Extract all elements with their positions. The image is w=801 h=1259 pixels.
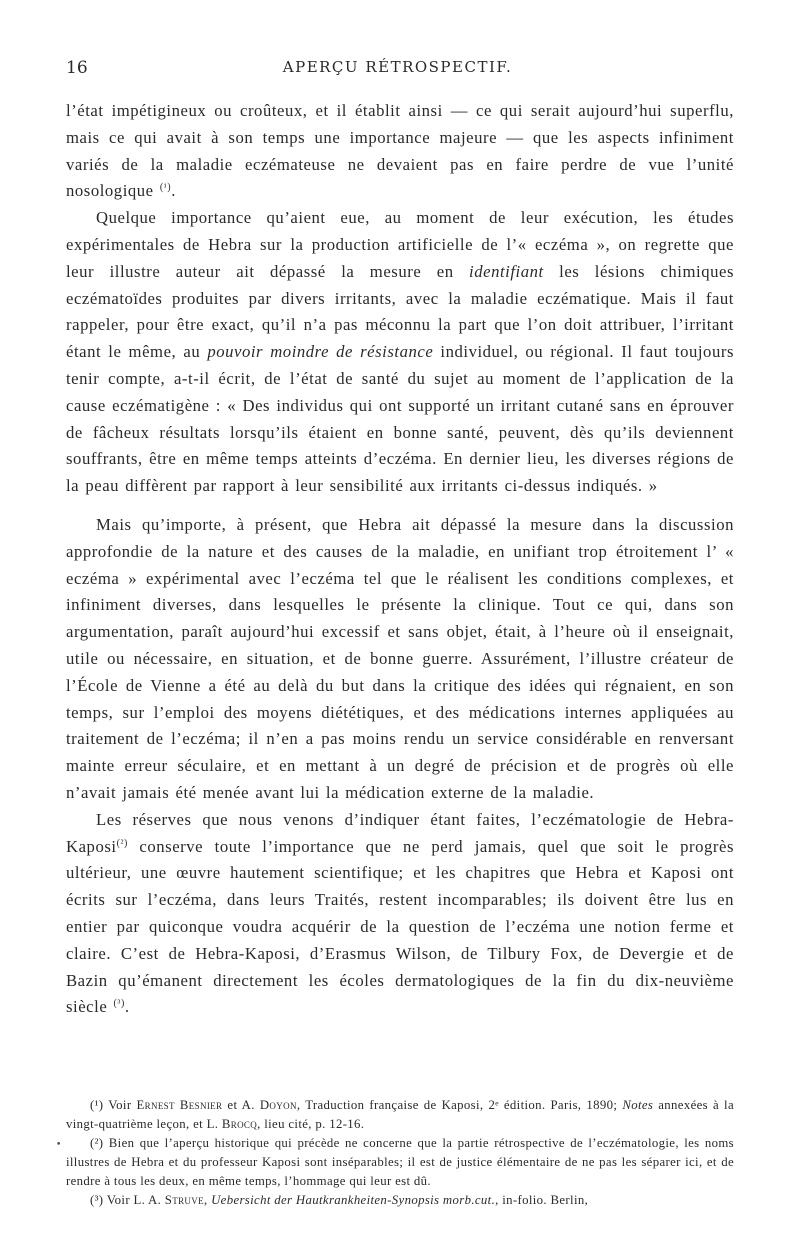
page-header — [66, 58, 729, 82]
footnote-3: (³) Voir L. A. Struve, Uebersicht der Hautkrankheiten-Synopsis morb.cut., in-folio. Berlin, — [90, 1193, 589, 1207]
page-number: 16 — [66, 58, 88, 78]
body-text — [66, 98, 734, 1021]
footnote-ref-2[interactable]: (²) — [116, 837, 128, 849]
footnotes — [66, 1096, 734, 1210]
running-title: APERÇU RÉTROSPECTIF. — [282, 58, 513, 76]
paragraph-4: Les réserves que nous venons d’indiquer étant faites, l’eczématologie de Hebra-Kaposi$^{(^2)}$ conserve toute l’importance que ne perd jamais, quel que soit le progrès ultérieur, une œuvre hautement scientifique; et les chapitres que Hebra et Kaposi ont écrits sur l’eczéma, dans leurs Traités, restent incomparables; ils doivent être lus en entier par quiconque voudra acquérir de la question de l’eczéma une notion ferme et claire. C’est de Hebra-Kaposi, d’Erasmus Wilson, de Tilbury Fox, de Devergie et de Bazin qu’émanent directement les écoles dermatologiques de la fin du dix-neuvième siècle $^{(^3)}$. — [66, 809, 734, 1017]
paragraph-1: l’état impétigineux ou croûteux, et il établit ainsi — ce qui serait aujourd’hui superflu, mais ce qui avait à son temps une importance majeure — que les aspects infiniment variés de la maladie eczémateuse ne devaient pas en faire perdre de vue l’unité nosologique $^{(^1)}$. — [66, 101, 734, 201]
margin-mark: • — [56, 1140, 62, 1150]
paragraph-3: Mais qu’importe, à présent, que Hebra ait dépassé la mesure dans la discussion approfondie de la nature et des causes de la maladie, en unifiant trop étroitement l’ « eczéma » expérimental avec l’eczéma tel que le réalisent les conditions complexes, et infiniment diverses, dans lesquelles le présente la clinique. Tout ce qui, dans son argumentation, paraît aujourd’hui excessif et sans objet, était, à l’heure où il enseignait, utile ou nécessaire, en situation, et de bonne guerre. Assurément, l’illustre créateur de l’École de Vienne a été au delà du but dans la critique des idées qui régnaient, en son temps, sur l’emploi des moyens diététiques, et des médications internes appliquées au traitement de l’eczéma; il n’en a pas moins rendu un service considérable en renversant mainte erreur séculaire, et en mettant à un degré de précision et de progrès où elle n’avait jamais été menée avant lui la médication externe de la maladie. — [66, 514, 734, 802]
footnote-1: (¹) Voir Ernest Besnier et A. Doyon, Traduction française de Kaposi, 2ᵉ édition. Paris, 1890; Notes annexées à la vingt-quatrième leçon, et L. Brocq, lieu cité, p. 12-16. — [66, 1098, 734, 1131]
paragraph-2: Quelque importance qu’aient eue, au moment de leur exécution, les études expérimentales de Hebra sur la production artificielle de l’« eczéma », on regrette que leur illustre auteur ait dépassé la mesure en identifiant les lésions chimiques eczématoïdes produites par divers irritants, avec la maladie eczématique. Mais il faut rappeler, pour être exact, qu’il n’a pas méconnu la part que l’on doit attribuer, l’irritant étant le même, au pouvoir moindre de résistance individuel, ou régional. Il faut toujours tenir compte, a-t-il écrit, de l’état de santé du sujet au moment de l’application de la cause eczématigène : « Des individus qui ont supporté un irritant cutané sans en éprouver de fâcheux résultats lorsqu’ils étaient en bonne santé, peuvent, dès qu’ils deviennent souffrants, être en même temps atteints d’eczéma. En dernier lieu, les diverses régions de la peau diffèrent par rapport à leur sensibilité aux irritants ci-dessus indiqués. » — [66, 208, 734, 496]
footnote-ref-3[interactable]: (³) — [113, 998, 125, 1010]
footnote-ref-1[interactable]: (¹) — [159, 182, 172, 194]
footnote-2: (²) Bien que l’aperçu historique qui précède ne concerne que la partie rétrospective de l’eczématologie, les noms illustres de Hebra et du professeur Kaposi sont inséparables; il est de justice élémentaire de ne pas les séparer ici, et de rendre à tous les deux, en même temps, l’hommage qui leur est dû. — [66, 1136, 734, 1188]
